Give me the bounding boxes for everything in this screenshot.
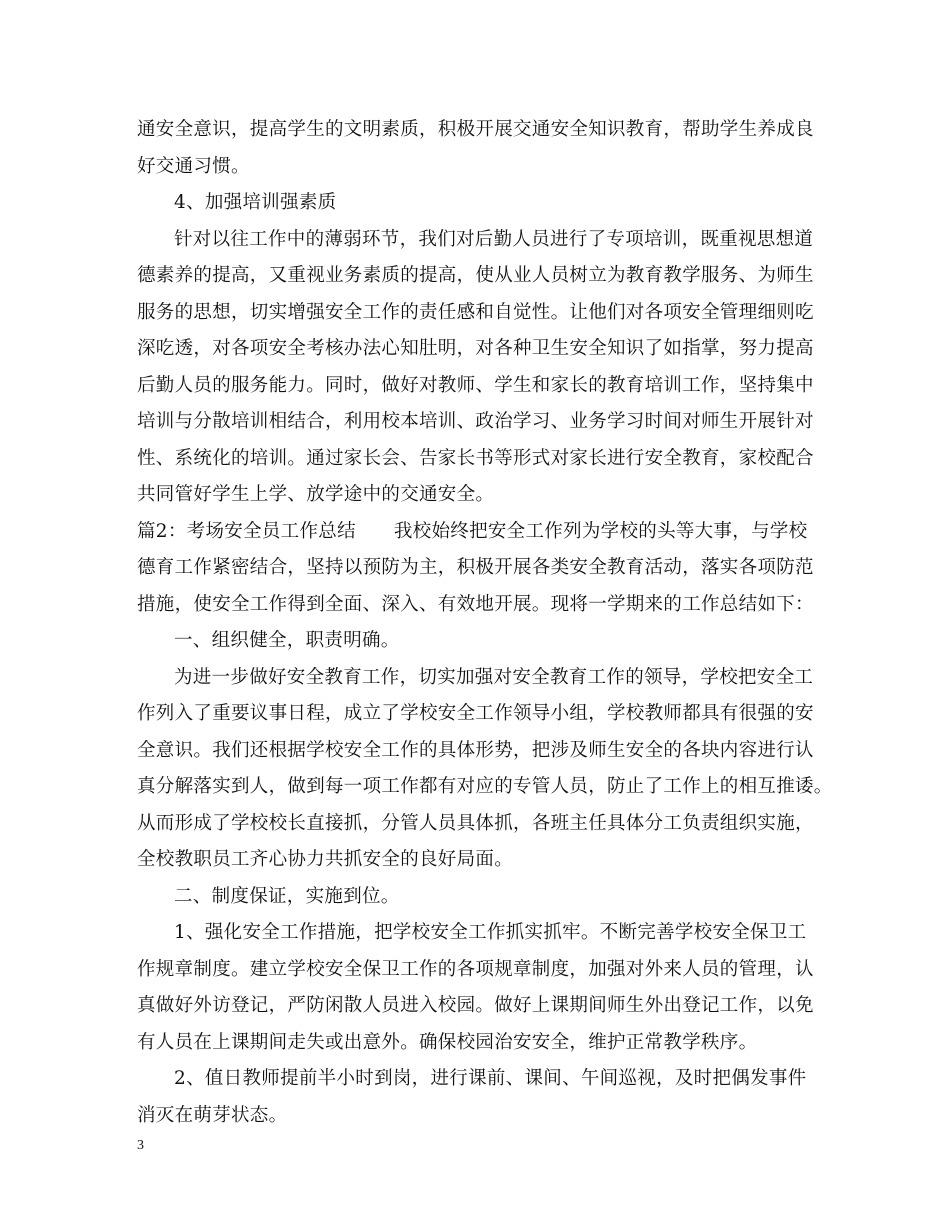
- text-line: 真做好外访登记，严防闲散人员进入校园。做好上课期间师生外出登记工作，以免: [137, 995, 814, 1016]
- text-line: 全意识。我们还根据学校安全工作的具体形势，把涉及师生安全的各块内容进行认: [137, 739, 814, 761]
- body-text: [137, 112, 833, 1134]
- text-line: 全校教职员工齐心协力共抓安全的良好局面。: [137, 849, 514, 870]
- text-line: 1、强化安全工作措施，把学校安全工作抓实抓牢。不断完善学校安全保卫工: [174, 922, 807, 943]
- text-line: 通安全意识，提高学生的文明素质，积极开展交通安全知识教育，帮助学生养成良: [137, 119, 814, 140]
- section-heading: 一、组织健全，职责明确。: [174, 630, 400, 651]
- text-line: 消灭在萌芽状态。: [137, 1104, 288, 1126]
- text-line: 作规章制度。建立学校安全保卫工作的各项规章制度，加强对外来人员的管理，认: [137, 958, 814, 980]
- text-line: 措施，使安全工作得到全面、深入、有效地开展。现将一学期来的工作总结如下：: [137, 593, 814, 615]
- article-title-line: [137, 514, 827, 551]
- text-line: 性、系统化的培训。通过家长会、告家长书等形式对家长进行安全教育，家校配合: [137, 447, 814, 469]
- text-line: 服务的思想，切实增强安全工作的责任感和自觉性。让他们对各项安全管理细则吃: [137, 301, 814, 323]
- text-line: 真分解落实到人，做到每一项工作都有对应的专管人员，防止了工作上的相互推诿。: [137, 776, 833, 797]
- text-line: 培训与分散培训相结合，利用校本培训、政治学习、业务学习时间对师生开展针对: [137, 411, 814, 432]
- text-line: 作列入了重要议事日程，成立了学校安全工作领导小组，学校教师都具有很强的安: [137, 703, 814, 724]
- text-line: 2、值日教师提前半小时到岗，进行课前、课间、午间巡视，及时把偶发事件: [174, 1068, 807, 1089]
- article-intro: 我校始终把安全工作列为学校的头等大事，与学校: [393, 520, 808, 542]
- text-line: 深吃透，对各项安全考核办法心知肚明，对各种卫生安全知识了如指掌，努力提高: [137, 338, 814, 359]
- text-line: 从而形成了学校校长直接抓，分管人员具体抓，各班主任具体分工负责组织实施，: [137, 812, 814, 834]
- text-line: 德素养的提高，又重视业务素质的提高，使从业人员树立为教育教学服务、为师生: [137, 265, 814, 286]
- text-line: 德育工作紧密结合，坚持以预防为主，积极开展各类安全教育活动，落实各项防范: [137, 557, 814, 578]
- section-heading: 4、加强培训强素质: [174, 192, 337, 213]
- text-line: 后勤人员的服务能力。同时，做好对教师、学生和家长的教育培训工作，坚持集中: [137, 374, 814, 396]
- section-heading: 二、制度保证，实施到位。: [174, 885, 400, 907]
- text-line: 为进一步做好安全教育工作，切实加强对安全教育工作的领导，学校把安全工: [174, 666, 814, 688]
- text-line: 针对以往工作中的薄弱环节，我们对后勤人员进行了专项培训，既重视思想道: [174, 228, 814, 250]
- text-line: 有人员在上课期间走失或出意外。确保校园治安安全，维护正常教学秩序。: [137, 1031, 758, 1053]
- text-line: 共同管好学生上学、放学途中的交通安全。: [137, 484, 495, 505]
- text-line: 好交通习惯。: [137, 155, 250, 177]
- page-number: 3: [137, 1138, 144, 1153]
- article-title: 篇2：考场安全员工作总结: [137, 520, 356, 542]
